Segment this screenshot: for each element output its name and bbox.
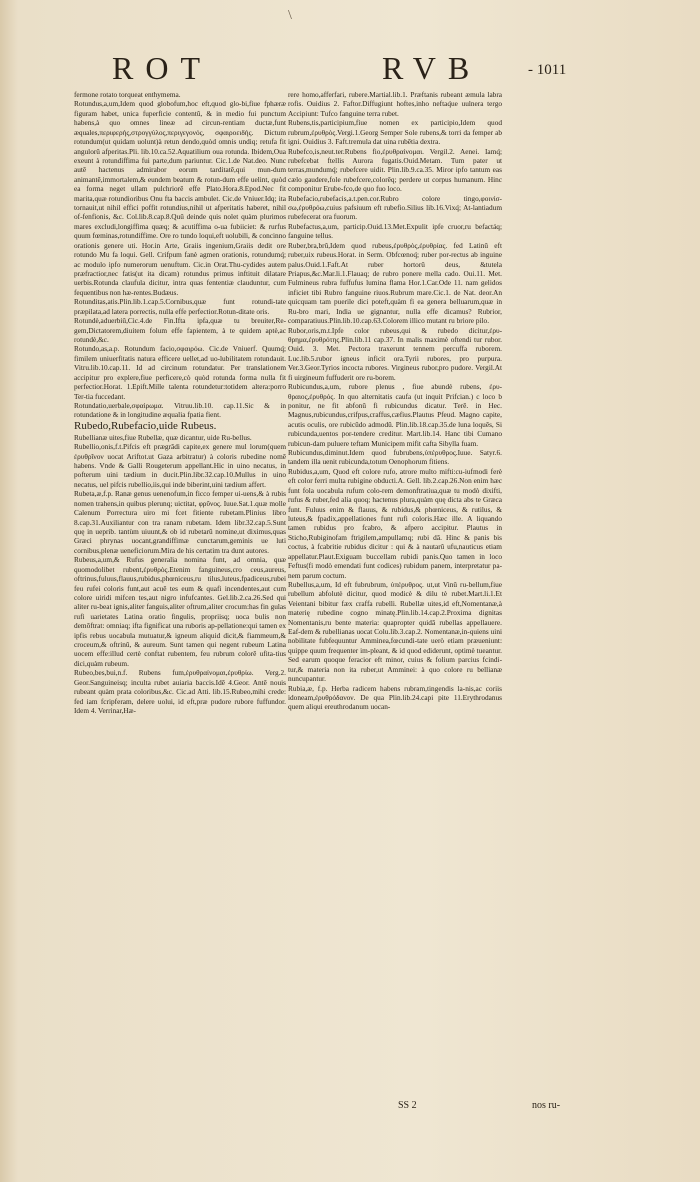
top-mark: \ xyxy=(288,8,292,23)
dictionary-entry: Rubellianæ uites,fiue Rubellæ, quæ dicantur, uide Ru-bellus. xyxy=(74,432,252,442)
catchword: nos ru- xyxy=(532,1100,561,1111)
dictionary-entry: Rotundè,aduerbiũ,Cic.4.de Fin.Ifta ipfa,quæ tu breuiter,Re-gem,Dictatorem,diuitem folum effe fapientem, à te quidem aptè,ac rotundè,&c. xyxy=(74,316,286,344)
dictionary-entry: rere homo,afferfari, rubere.Martial.lib.1. Præftanis rubeant æmula labra rofis. Ouidius 2. Faftor.Diffugiunt hoftes,inho neftaq́ue uulnera tergo Accipiunt: Tufco fanguine terra rubet. xyxy=(288,90,502,118)
dictionary-entry: Rubeo,bes,bui,n.f. Rubens fum,ἐρυθραίνομαι,ἐρυθρίω. Verg.2. Geor.Sanguineisq; inculta rubet auiaria baccis.Idē 4.Geor. Antē nouis rubeant quàm prata coloribus,&c. Cic.ad Atti. lib.15.Rubeo,mihi crede: fed iam fcripferam, delere uolui, id eft,præ pudore rubore fuffundor. Idem 4. Verrinar,Hæ- xyxy=(74,668,286,715)
dictionary-entry: Rubeta,æ,f.p. Ranæ genus uenenofum,in ficco femper ui-uens,& à rubis nomen trahens,in quibus plerunq; uictitat, φρῦνος. Iuue.Sat.1.quæ molle Calenum Porrectura uiro mi fcet fitiente rubetam.Plinius libro 8.cap.31.Auxiliantur con tra ranam rubetam. Idem libr.32.cap.5.Sunt quę in ueprib. tantùm uiuunt,& ob id rubetarũ nomine,ut diximus,quas Græci phrynas uocant,grandiffimæ cunctarum,geminis ue luti cornibus,plenæ ueneficiorum.Mira de his certatim tra dunt autores. xyxy=(74,489,286,555)
header-left: ROT xyxy=(112,50,212,86)
dictionary-entry: Rotunditas,atis.Plin.lib.1.cap.5.Cornibus,quæ funt rotundi-tate præpilata,ad latera porrectis, nulla effe perfectior.Rotun-ditate oris. xyxy=(74,297,286,316)
running-header xyxy=(0,50,700,90)
dictionary-entry: fermone rotato torqueat enthymema. xyxy=(74,90,181,99)
dictionary-entry: Rotundatio,uerbale,σφαίρωμα. Vitruu.lib.10. cap.11.Sic & in rotundatione & in longitudine æqualia fpatia fient. xyxy=(74,400,286,420)
dictionary-entry: Rubefacio,rubefacis,a.t.pen.cor.Rubro colore tingo,φοινίσ-σω,ἐρυθρόω,cuius pafsiuum eft rubefio.Silius lib.16.Vixq́; At-lantiadum rubefecerat ora fuorum. xyxy=(288,193,502,222)
dictionary-entry: Rubor,oris,m.t.Ipfe color rubeus,qui & rubedo dicitur,ἐρυ-θρημα,ἐρυθρότης.Plin.lib.11 cap.37. In malis maximè oftendi tur rubor. Ouid. 3. Met. Pectora traxerunt tennem percuffa ruborem. Luc.lib.5.rubor igneus inficit ora.Tyrii rubores, pro purpura. Ver.3.Geor.Tyrios incocta rubores. Virgineus rubor,pro pudore. Vergil.At fi uirgineum fuffuderit ore ru-borem. xyxy=(288,325,502,382)
dictionary-entry: Rubellio,onis,f.t.Pifcis eft prægrādi capite,ex genere mul lorum(quem ἐρυθρῖνον uocat Ariftot.ut Gaza arbitratur) à coloris rubedine nomē habens. Vnde & Galli Rougeterum appellant.Hic in uino necatus, in pofterum uini tædium in ducit.Plin.libr.32.cap.10.Mullus in uino necatus, uel pifcis rubellio,iis,qui inde biberint,uini tædium affert. xyxy=(74,442,286,489)
dictionary-entry: Rubicundus,diminut.Idem quod fubrubens,ὑπέρυθρος.Iuue. Satyr.6. tandem illa uenit rubicunda,totum Oenophorum fitiens. xyxy=(288,448,502,467)
dictionary-entry: Rubellus,a,um, Id eft fubrubrum, ὑπέρυθρος. ut,ut Vinũ ru-bellum,fiue rubellum abfolutè dicitur, quod modicè & dilu tè rubet.Mart.li.1.Et Veientani bibitur fæx craffa rubelli. Rubellæ uites,id eft,Nomentanæ,à materię rubedine cogno minatę.Plin.lib.14.cap.2.Proxima dignitas Nomentanis,ru bente materia: quapropter quidā rubellas appellauere. Eaf-dem & rubellianas uocat Colu.lib.3.cap.2. Nomentanæ,in-quiens uini nobilitate fubfequuntur Amminea,fœcundi-tate uerò etiam præueniunt: quippe quum frequenter im-pleant, & id quod ediderunt, optimè tueantur. Sed earum quoque feracior eft minor, cuius & folium parcius fcindi-tur,& materia non ita ruber,ut Amminei: à quo colore ru bellianæ nuncupantur. xyxy=(288,579,502,684)
header-right: RVB xyxy=(382,50,482,86)
dictionary-entry: Rubedo,Rubefacio,uide Rubeus. xyxy=(74,419,217,432)
dictionary-entry: Rubefco,is,neut.ter.Rubens fio,ἐρυθραίνομαι. Vergil.2. Aenei. Iamq́; rubefcebat ftellis Aurora fugatis.Ouid.Metam. Tum pater ut terras,mundumq́; rubefcere uidit. Plin.lib.9.ca.35. Miror ipfo tantum eas cælo gaudere,fole rubefcere,colorēq; perdere ut corpus humanum. Hinc componitur Erube-fco,de quo fuo loco. xyxy=(288,146,502,194)
dictionary-entry: Ruber,bra,brũ,Idem quod rubeus,ἐρυθρὸς,ἐρυθρίας. fed Latinũ eft ruber,uix rubeus.Horat. in Serm. Obfcœnoq́; ruber por-rectus ab inguine palus.Ouid.1.Faft.At ruber hortorũ deus, &tutela Priapus,&c.Mar.li.1.Flauaq; de rubro ponere mella cado. Oui.11. Met. Fulmineus rubra fuffufus lumina flama Hor.1.Car.Ode 11. nam gelidos inficiet tibi Rubro fanguine riuos.Rubrum mare.Cic.1. de Nat. deor.An quicquam tam puerile dici poteft,quàm fi ea genera belluarum,quæ in Ru-bro mari, India ue gignantur, nulla effe dicamus? Rubrior, comparatiuus.Plin.lib.10.cap.63.Colorem illico mutant ru briore pilo. xyxy=(288,240,502,326)
dictionary-entry: Rubicundus,a,um, rubore plenus , fiue abundè rubens, ἐρυ-θραιος,ἐρυθρός. In quo alternitatis caufa (ut inquit Prifcian.) c loco b ponitur, ne fit abfonũ fi rubicundus dicatur. Terē. in Hec. Magnus,rubicundus,crifpus,craffus,cæfius.Plautus Pfeud. Magno capite, acutis oculis, ore rubicūdo admodũ. Plin.lib.18.cap.35.de luna loquēs, Si rubicunda,uentos por-tendere creditur. Mart.lib.14. Hanc tibi Cumano rubicun-dam puluere teftam Municipem mifit cafta Sibylla fuam. xyxy=(288,382,502,448)
dictionary-entry: Rotundo,as,a.p. Rotundum facio,σφαιρόω. Cic.de Vniuerf. Quumq́; fimilem uniuerfitatis natura efficere uellet,ad uo-lubilitatem rotundauit. Vitru.lib.10.cap.11. Id ad circinum rotundatur. Per translationem accipitur pro explere,fiue perficere,cò quòd rotunda forma nulla fit perfectior.Horat. 1.Epift.Mille talenta rotundetur:totidem altera:porro Ter-tia fuccedant. xyxy=(74,344,286,401)
dictionary-entry: Rubeus,a,um,& Rufus generalia nomina funt, ad omnia, quæ quomodolibet rubent,ἐρυθρὸς.Etenim fanguineus,cro ceus,aureus, oftrinus,fuluus,flauus,rubidus,phœniceus,ru tilus,luteus,fpadiceus,rubei feu rufei coloris funt,aut acuē tes eum & quafi incendentes,aut cum colore uiridi mifcen tes,aut nigro infufcantes. Gel.lib.2.ca.26.Sed qui aliter ru-beat ignis,aliter fanguis,aliter oftrum,aliter crocum:has fin gulas rufi uarietates Latina oratio fingulis, propriisq; uoca bulis non demōftrat: omniaq; ifta fignificat una ruboris ap-pellatione:qui tamen ex ipfis rebus uocabula mutuatur,& igneum aliquid dicit,& fiammeum,& croceum,& oftrinũ, & aureum. Sunt tamen qui negent rubeum Latina uocem effe:illud certè conftat rubentem, feu rubrum colorē ufita-tius dici,quàm rubeum. xyxy=(74,555,286,668)
dictionary-entry: Rubidus,a,um, Quod eft colore rufo, atrore multo mifti:cu-iufmodi ferè eft color ferri multa rubigine obducti.A. Gell. lib.2.cap.26.Non enim hæc funt fola uocabula rufum colo-rem demonftratiua,quæ tu modò dixifti, rufus & ruber,fed alia quoq; hactenus plura,quàm quę dicta abs te Græca funt. Fuluus enim & flauus, & rubidus,& phœniceus, & rutilus, & luteus,& fpadix,appellationes funt rufi coloris.Hæc ille. A liquando tamen rubidus pro fcabro, & afpero accipitur. Plautus in Sticho,Rubiginofam ftrigilem,ampullamq; rubi dā. Hinc & panis bis coctus, à fcabritie rubidus dicitur : qui & à nautarũ ufu,nauticus etiam appellatur.Plaut.Exiguam buccellam rubidi panis.Quo tamen in loco Feftus(fi modò emendati funt codices) rubidum panem, interpretatur pa-nem parum coctum. xyxy=(288,466,502,580)
dictionary-entry: Rubia,æ, f.p. Herba radicem habens rubram,tingendis la-nis,ac coriis idoneam,ἐρυθρόδανον. De qua Plin.lib.24.capi pite 11.Erythrodanus quem aliqui ereuthrodanum uocan- xyxy=(288,683,502,712)
dictionary-entry: Rubefactus,a,um, particip.Ouid.13.Met.Expulit ipfe cruor,ru befactáq; fanguine tellus. xyxy=(288,221,502,241)
dictionary-entry: Rotundus,a,um,Idem quod globofum,hoc eft,quod glo-bi,fiue fphæræ figuram habet, unica fuperficie contentũ, & in medio fui punctum habens,à quo omnes lineæ ad circun-rentiam ductæ,funt æquales,περιφερής,στρογγύλος,περιγεγονός, σφαιροειδής. Dictum rotundum(ut quidam uolunt)à retun dendo,quòd omnis undiq; retufa fit angulorũ afperitas.Pli. lib.10.ca.52.Aquatilium oua rotunda. Ibidem,Oua exeunt à rotundiffima fui parte,dum pariuntur. Cic.1.de Nat.deo. Nunc autē hactenus admirabor eorum tarditatē,qui mun-dum animantē,immortalem,& eundem beatum & rotun-dum effe uelint, quòd ea forma neget ullam pulchriorē effe Plato.Hora.8.Epod.Nec fit marita,quæ rotundioribus Onu fta baccis ambulet. Cic.de Vniuer.Idq; ita tornauit,ut nihil effici poffit rotundius,nihil ut afperitatis haberet, nihil of-fenfionis, &c. Col.lib.8.cap.8.Quũ deinde quis nolet quàm plurimos mares excludi,longiffima quæq; & acutiffima o-ua fubiiciet: & rurfus quum fœminas,rotundiffime. Ore ro tundo loqui,eft uolubili, & concinno orationis genere uti. Hor.in Arte, Graiis ingenium,Graiis dedit ore rotundo Mu fa loqui. Gell. Crifpum fanè agmen orationis, rotundumq́; ac modulo ipfo numerorum uenuftum. Cic.in Orat.Thu-cydides autem præfractior,nec fatis(ut ita dicam) rotundus primus inftituit dilatare uerbis.Rotunda claufula dicitur, intra quas fententiæ clauduntur, cum fequentibus non hæ-rentes.Budæus. xyxy=(74,99,286,297)
signature-mark: SS 2 xyxy=(398,1100,417,1111)
dictionary-entry: Rubens,tis,participium,fiue nomen ex participio,Idem quod rubrum,ἐρυθρὸς.Vergi.1.Georg Semper Sole rubens,& torri da femper ab igni. Ouidius 3. Faft.tremula dat uina rubētia dextra. xyxy=(288,118,502,147)
folio-number: - 1011 xyxy=(528,62,567,78)
right-column xyxy=(288,90,502,712)
left-column xyxy=(74,90,286,715)
